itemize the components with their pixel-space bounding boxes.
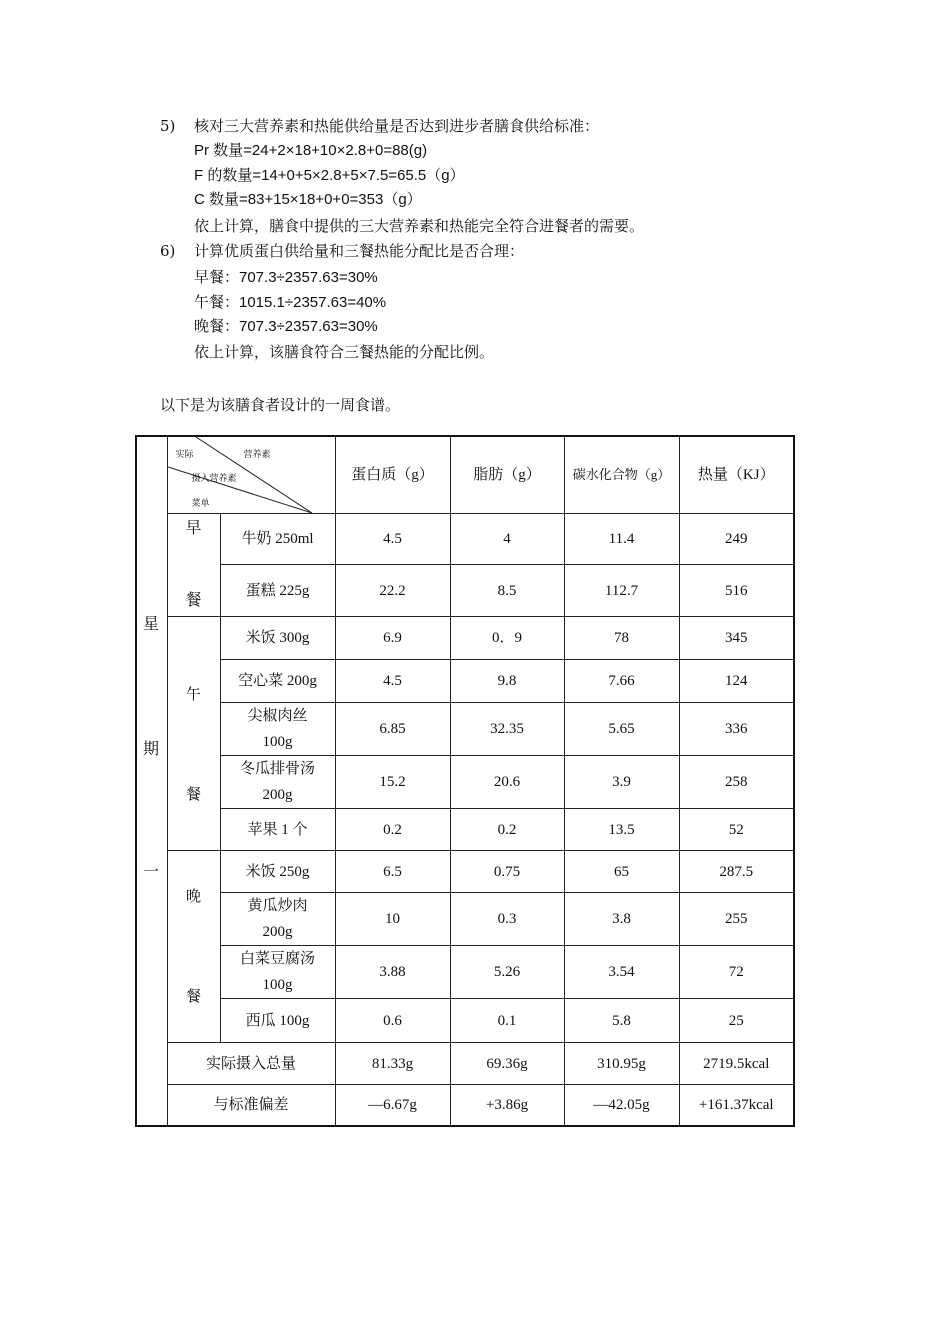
fat-value: 0.2 [450, 809, 564, 851]
table-row [136, 946, 794, 999]
carb-value: 5.8 [564, 999, 679, 1043]
corner-intake-label: 摄入营养素 [191, 474, 237, 484]
breakfast-ratio-line: 早餐：707.3÷2357.63=30% [194, 269, 378, 286]
meal-char: 餐 [185, 786, 201, 803]
protein-value: 6.85 [335, 703, 450, 756]
dish-name: 冬瓜排骨汤 200g [220, 756, 335, 809]
header-protein: 蛋白质（g） [335, 436, 450, 514]
section-5-conclusion: 依上计算，膳食中提供的三大营养素和热能完全符合进餐者的需要。 [194, 217, 645, 235]
day-char: 星 [143, 614, 160, 633]
carb-value: 3.8 [564, 893, 679, 946]
lunch-ratio-line: 午餐：1015.1÷2357.63=40% [194, 294, 387, 311]
protein-value: 10 [335, 893, 450, 946]
deviation-carb: —42.05g [564, 1085, 679, 1126]
energy-value: 336 [679, 703, 794, 756]
protein-value: 3.88 [335, 946, 450, 999]
header-carb: 碳水化合物（g） [564, 436, 679, 514]
section-5-marker: 5) [160, 117, 176, 135]
corner-nutrient-label: 营养素 [243, 450, 271, 460]
table-row [136, 893, 794, 946]
energy-value: 258 [679, 756, 794, 809]
meal-cell-breakfast [167, 514, 220, 617]
total-energy: 2719.5kcal [679, 1043, 794, 1085]
fat-value: 0.1 [450, 999, 564, 1043]
energy-value: 345 [679, 617, 794, 660]
meal-char: 餐 [185, 592, 202, 609]
meal-char: 餐 [185, 988, 201, 1005]
header-fat: 脂肪（g） [450, 436, 564, 514]
meal-char: 早 [185, 520, 202, 537]
dish-name: 苹果 1 个 [220, 809, 335, 851]
dish-name: 黄瓜炒肉 200g [220, 893, 335, 946]
carb-value: 5.65 [564, 703, 679, 756]
protein-value: 6.5 [335, 851, 450, 893]
deviation-protein: —6.67g [335, 1085, 450, 1126]
carb-value: 65 [564, 851, 679, 893]
carb-value: 11.4 [564, 514, 679, 565]
table-row [136, 565, 794, 617]
energy-value: 516 [679, 565, 794, 617]
energy-value: 52 [679, 809, 794, 851]
table-row [136, 756, 794, 809]
dish-name: 米饭 250g [220, 851, 335, 893]
deviation-energy: +161.37kcal [679, 1085, 794, 1126]
section-6-heading: 计算优质蛋白供给量和三餐热能分配比是否合理： [194, 242, 525, 260]
fat-value: 32.35 [450, 703, 564, 756]
fat-value: 9.8 [450, 660, 564, 703]
protein-value: 6.9 [335, 617, 450, 660]
fat-value: 8.5 [450, 565, 564, 617]
protein-calc-line: Pr 数量=24+2×18+10×2.8+0=88(g) [194, 142, 428, 159]
carb-value: 7.66 [564, 660, 679, 703]
energy-value: 255 [679, 893, 794, 946]
table-row [136, 660, 794, 703]
dish-name: 白菜豆腐汤 100g [220, 946, 335, 999]
fat-value: 0.3 [450, 893, 564, 946]
dish-name: 蛋糕 225g [220, 565, 335, 617]
total-protein: 81.33g [335, 1043, 450, 1085]
table-row [136, 999, 794, 1043]
protein-value: 0.6 [335, 999, 450, 1043]
dish-name: 米饭 300g [220, 617, 335, 660]
meal-char: 午 [185, 686, 201, 703]
fat-value: 0．9 [450, 617, 564, 660]
meal-char: 晚 [185, 888, 201, 905]
menu-intro: 以下是为该膳食者设计的一周食谱。 [160, 396, 401, 414]
carb-value: 13.5 [564, 809, 679, 851]
table-row [136, 851, 794, 893]
carb-value: 112.7 [564, 565, 679, 617]
corner-menu-label: 菜单 [191, 499, 210, 509]
dish-name: 尖椒肉丝 100g [220, 703, 335, 756]
table-row [136, 703, 794, 756]
deviation-fat: +3.86g [450, 1085, 564, 1126]
deviation-row [136, 1085, 794, 1126]
table-header-row [136, 436, 794, 514]
carb-calc-line: C 数量=83+15×18+0+0=353（g） [194, 191, 422, 208]
corner-actual-label: 实际 [175, 450, 194, 460]
fat-value: 20.6 [450, 756, 564, 809]
section-5-heading: 核对三大营养素和热能供给量是否达到进步者膳食供给标准： [194, 117, 600, 135]
total-row [136, 1043, 794, 1085]
day-char: 期 [143, 739, 160, 758]
corner-header-cell [167, 436, 335, 514]
meal-cell-lunch [167, 617, 220, 851]
protein-value: 0.2 [335, 809, 450, 851]
energy-value: 124 [679, 660, 794, 703]
dinner-ratio-line: 晚餐：707.3÷2357.63=30% [194, 318, 378, 335]
protein-value: 4.5 [335, 660, 450, 703]
fat-value: 4 [450, 514, 564, 565]
header-energy: 热量（KJ） [679, 436, 794, 514]
deviation-label: 与标准偏差 [167, 1085, 335, 1126]
day-cell [136, 436, 167, 1126]
section-6-marker: 6) [160, 242, 176, 260]
carb-value: 78 [564, 617, 679, 660]
dish-name: 牛奶 250ml [220, 514, 335, 565]
total-carb: 310.95g [564, 1043, 679, 1085]
fat-calc-line: F 的数量=14+0+5×2.8+5×7.5=65.5（g） [194, 167, 465, 184]
total-label: 实际摄入总量 [167, 1043, 335, 1085]
protein-value: 22.2 [335, 565, 450, 617]
table-row [136, 617, 794, 660]
energy-value: 25 [679, 999, 794, 1043]
day-char: 一 [143, 862, 160, 881]
energy-value: 287.5 [679, 851, 794, 893]
carb-value: 3.54 [564, 946, 679, 999]
section-6-conclusion: 依上计算，该膳食符合三餐热能的分配比例。 [194, 343, 495, 361]
energy-value: 72 [679, 946, 794, 999]
dish-name: 西瓜 100g [220, 999, 335, 1043]
weekly-menu-table [135, 435, 795, 1127]
energy-value: 249 [679, 514, 794, 565]
fat-value: 5.26 [450, 946, 564, 999]
meal-cell-dinner [167, 851, 220, 1043]
protein-value: 15.2 [335, 756, 450, 809]
dish-name: 空心菜 200g [220, 660, 335, 703]
table-row [136, 809, 794, 851]
carb-value: 3.9 [564, 756, 679, 809]
total-fat: 69.36g [450, 1043, 564, 1085]
protein-value: 4.5 [335, 514, 450, 565]
table-row [136, 514, 794, 565]
fat-value: 0.75 [450, 851, 564, 893]
